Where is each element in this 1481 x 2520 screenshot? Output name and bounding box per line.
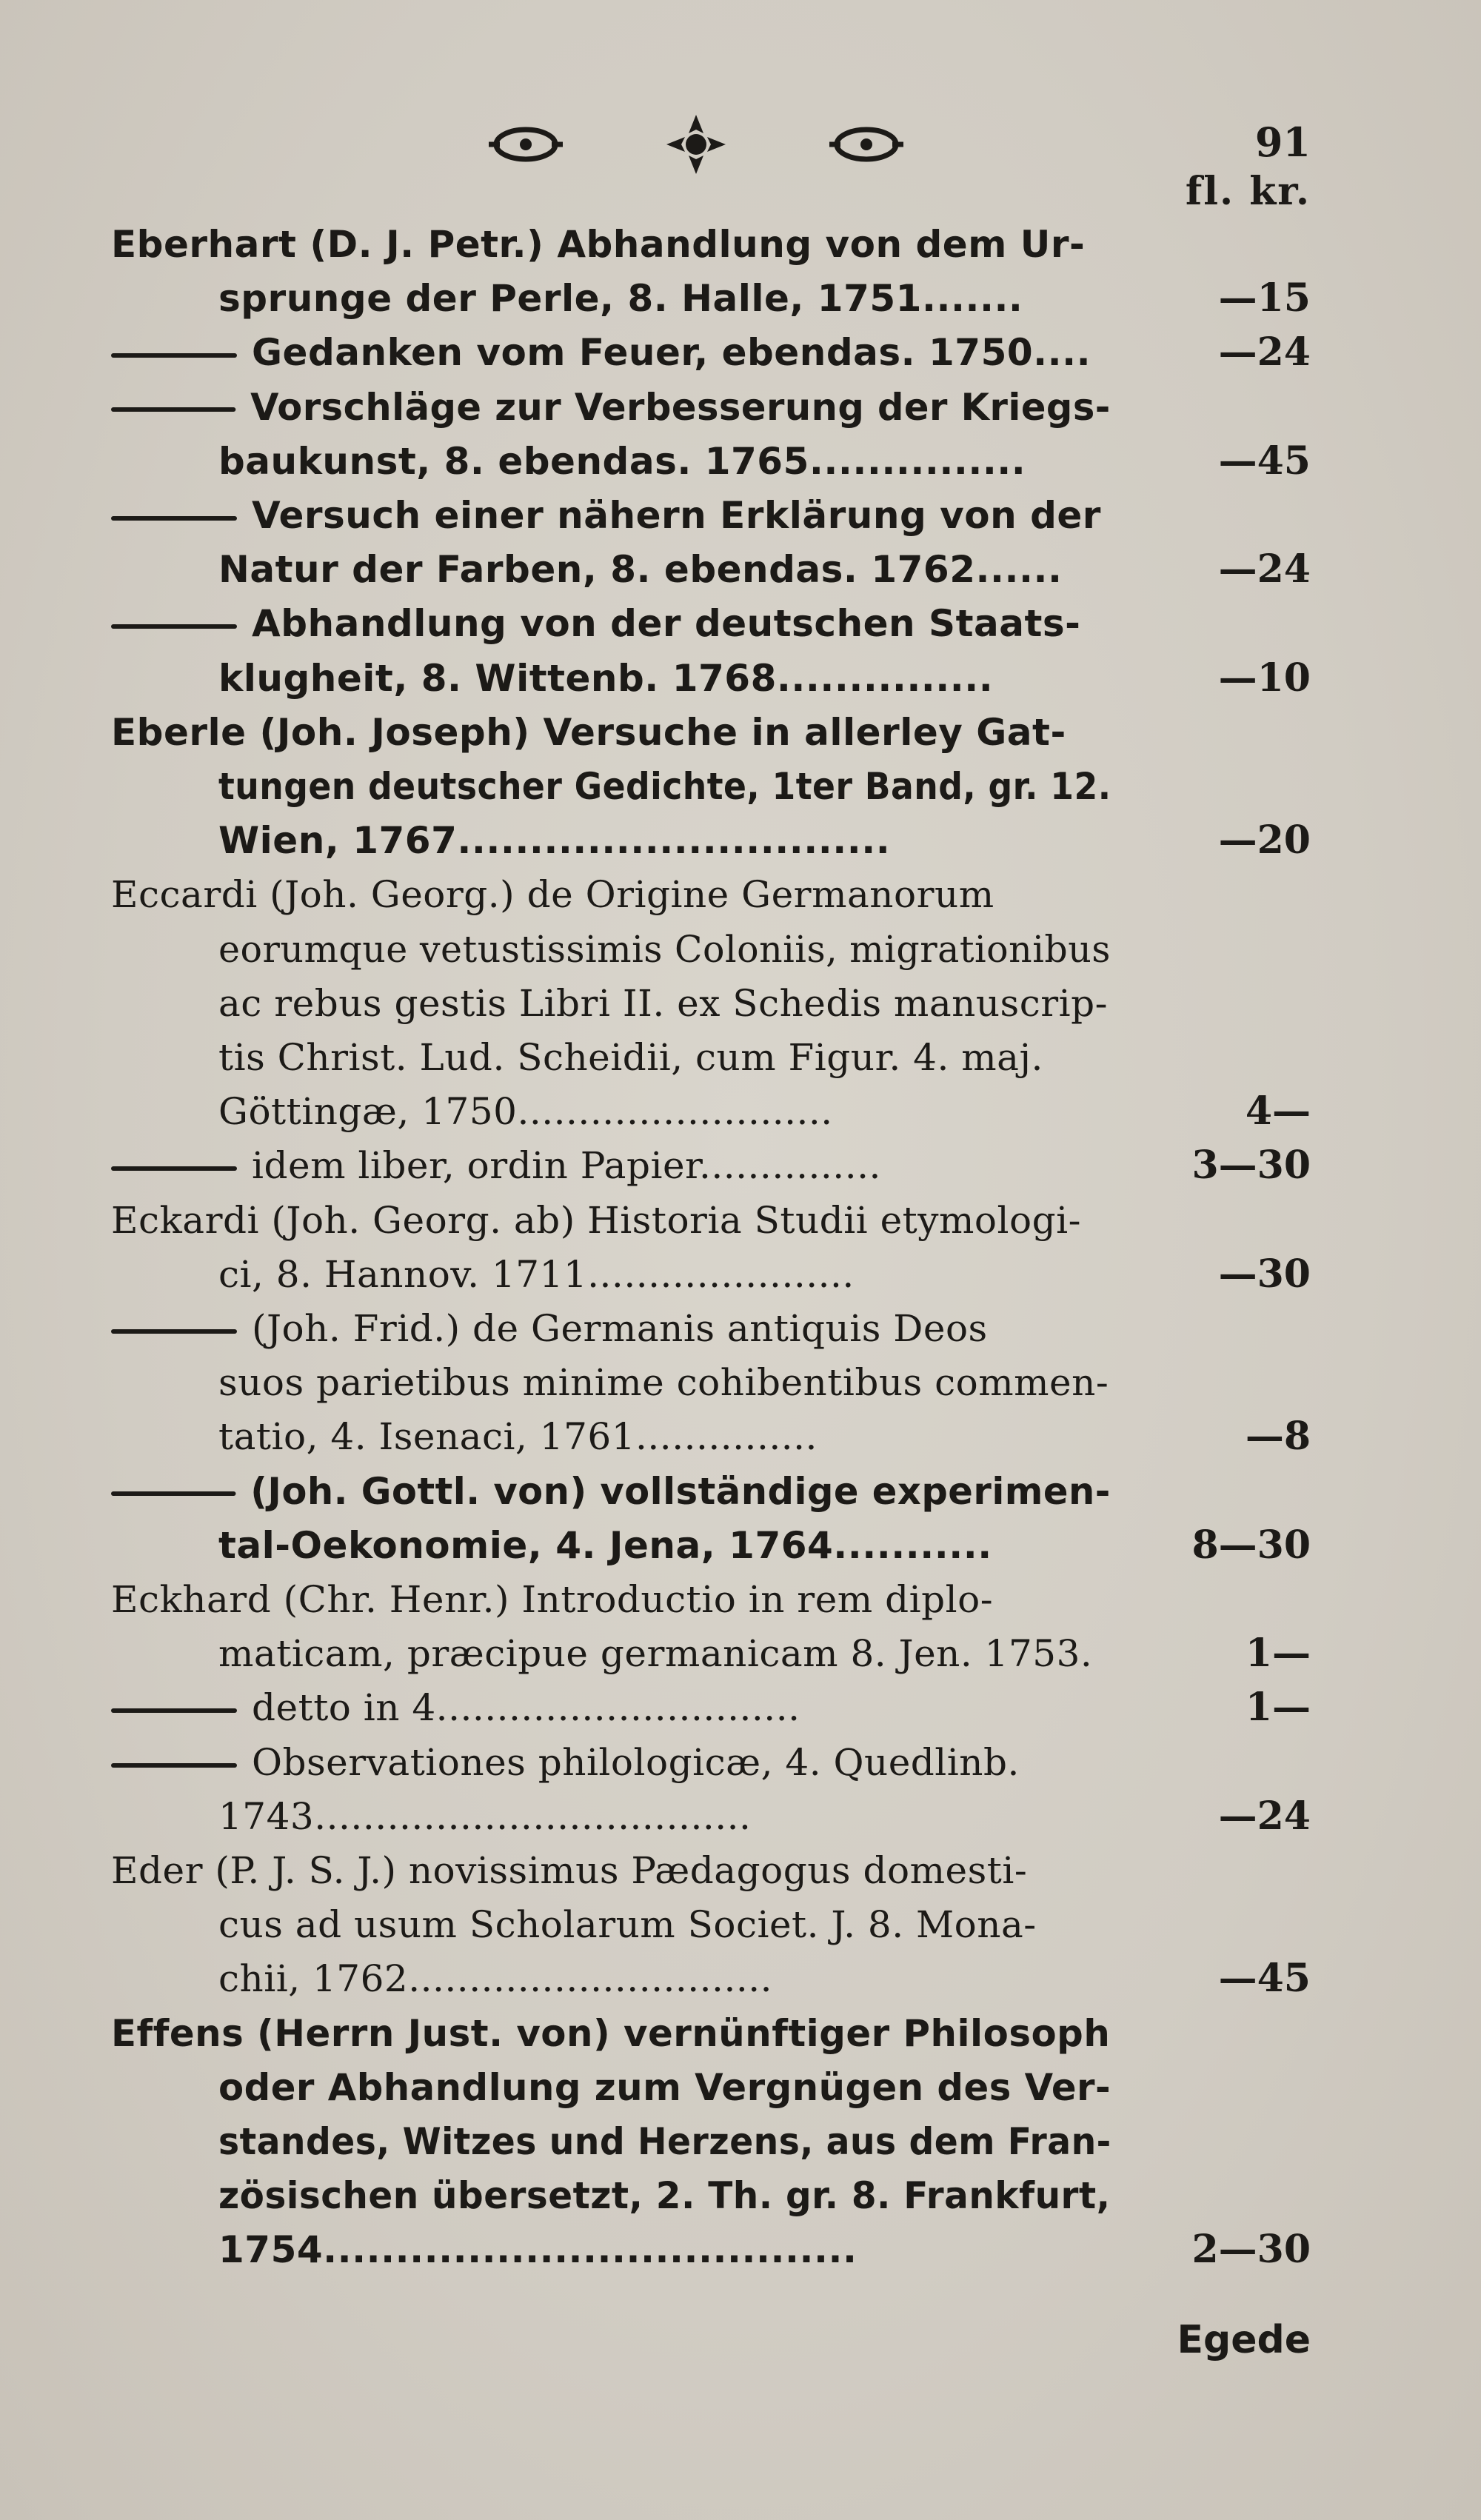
catalogue-line — [0, 1082, 1481, 1141]
entry-text — [218, 649, 993, 708]
entry-text-content: Eccardi (Joh. Georg.) de Origine Germanorum — [111, 873, 994, 917]
catalogue-line — [0, 594, 1481, 653]
entry-text-content: Vorschläge zur Verbesserung der Kriegs- — [250, 385, 1111, 429]
entry-text — [218, 1949, 772, 2008]
entry-price: —10 — [1218, 655, 1311, 701]
entry-text — [218, 1516, 992, 1575]
entry-text — [111, 1841, 1027, 1900]
catalogue-line — [0, 865, 1481, 924]
entry-price: —8 — [1245, 1414, 1311, 1460]
entry-price: —45 — [1218, 1956, 1311, 2002]
entry-text — [218, 757, 1111, 816]
catalogue-line — [0, 432, 1481, 491]
catalogue-line — [0, 649, 1481, 708]
entry-text-content: baukunst, 8. ebendas. 1765............... — [218, 439, 1026, 483]
ditto-dash — [111, 624, 237, 629]
entry-price: —24 — [1218, 547, 1311, 592]
entry-price: 1— — [1245, 1631, 1311, 1677]
entry-text-content: Eder (P. J. S. J.) novissimus Pædagogus domesti- — [111, 1849, 1028, 1892]
catalogue-line — [0, 1678, 1481, 1737]
entry-text-content: tungen deutscher Gedichte, 1ter Band, gr. 12. — [218, 765, 1111, 808]
entry-text-content: (Joh. Gottl. von) vollständige experimen- — [250, 1469, 1111, 1513]
entry-text — [218, 974, 1108, 1033]
entry-text-content: ci, 8. Hannov. 1711...................... — [218, 1252, 855, 1296]
entry-text — [218, 269, 1023, 328]
entry-text-content: Effens (Herrn Just. von) vernünftiger Philosoph — [111, 2011, 1111, 2055]
entry-text — [218, 1624, 1092, 1683]
entry-text — [218, 811, 890, 870]
entry-text-content: Versuch einer nähern Erklärung von der — [252, 494, 1101, 537]
catchword: Egede — [1177, 2318, 1311, 2362]
entry-text-content: tis Christ. Lud. Scheidii, cum Figur. 4. maj. — [218, 1036, 1043, 1079]
entry-text — [111, 1733, 1020, 1792]
ditto-dash — [111, 516, 237, 521]
entry-text-content: Eckardi (Joh. Georg. ab) Historia Studii etymologi- — [111, 1198, 1081, 1242]
entry-text-content: detto in 4.............................. — [252, 1686, 800, 1730]
page-number: 91 — [1254, 118, 1311, 166]
entry-text — [111, 2004, 1110, 2063]
entry-text-content: Eberle (Joh. Joseph) Versuche in allerley Gat- — [111, 710, 1066, 754]
catalogue-line — [0, 215, 1481, 274]
catalogue-line — [0, 540, 1481, 599]
entry-text-content: Natur der Farben, 8. ebendas. 1762...... — [218, 548, 1063, 592]
entry-text — [111, 865, 994, 924]
catalogue-line — [0, 703, 1481, 762]
entry-price: 8—30 — [1191, 1522, 1311, 1568]
entry-text — [111, 1462, 1111, 1521]
entry-text-content: klugheit, 8. Wittenb. 1768............... — [218, 656, 994, 700]
entry-price: —45 — [1218, 438, 1311, 484]
entry-text — [111, 1299, 988, 1358]
catalogue-line — [0, 2220, 1481, 2279]
entry-text — [111, 1678, 800, 1737]
entry-text — [218, 1245, 855, 1304]
catalogue-line — [0, 1136, 1481, 1195]
entry-text — [218, 1407, 818, 1466]
catalogue-line — [0, 1245, 1481, 1304]
ditto-dash — [111, 1708, 237, 1713]
entry-text — [111, 1570, 993, 1629]
entry-price: 2—30 — [1191, 2227, 1311, 2273]
catalogue-line — [0, 1624, 1481, 1683]
entry-text-content: zösischen übersetzt, 2. Th. gr. 8. Frankfurt, — [218, 2174, 1111, 2218]
entry-text — [218, 2220, 857, 2279]
entry-text — [218, 2166, 1110, 2225]
catalogue-line — [0, 1841, 1481, 1900]
entry-text-content: tatio, 4. Isenaci, 1761............... — [218, 1415, 818, 1459]
catalogue-line — [0, 269, 1481, 328]
entry-text — [111, 378, 1111, 437]
entry-text-content: ac rebus gestis Libri II. ex Schedis manuscrip- — [218, 981, 1108, 1025]
entry-text — [218, 2112, 1111, 2171]
entry-price: —30 — [1218, 1251, 1311, 1297]
catalogue-line — [0, 974, 1481, 1033]
catalogue-line — [0, 323, 1481, 382]
entry-text-content: Observationes philologicæ, 4. Quedlinb. — [252, 1740, 1020, 1784]
entry-text-content: chii, 1762.............................. — [218, 1957, 773, 2001]
printer-ornament-icon — [474, 104, 918, 185]
entry-text-content: standes, Witzes und Herzens, aus dem Fran- — [218, 2120, 1111, 2163]
entry-text — [218, 920, 1111, 979]
ditto-dash — [111, 353, 237, 358]
catalogue-line — [0, 486, 1481, 545]
catalogue-line — [0, 1407, 1481, 1466]
catalogue-line — [0, 920, 1481, 979]
entry-text — [218, 1895, 1037, 1954]
catalogue-line — [0, 1949, 1481, 2008]
entry-text-content: 1743.................................... — [218, 1794, 752, 1838]
entry-text-content: Abhandlung von der deutschen Staats- — [252, 602, 1081, 646]
catalogue-line — [0, 1299, 1481, 1358]
entry-text-content: suos parietibus minime cohibentibus commen- — [218, 1361, 1109, 1405]
entry-text-content: eorumque vetustissimis Coloniis, migrationibus — [218, 927, 1111, 971]
entry-price: —20 — [1218, 818, 1311, 863]
entry-text — [218, 2058, 1111, 2117]
ditto-dash — [111, 1763, 237, 1768]
entry-text-content: cus ad usum Scholarum Societ. J. 8. Mona- — [218, 1903, 1037, 1947]
catalogue-line — [0, 2004, 1481, 2063]
entry-text-content: sprunge der Perle, 8. Halle, 1751....... — [218, 277, 1023, 321]
entry-price: —15 — [1218, 275, 1311, 321]
entry-text-content: maticam, præcipue germanicam 8. Jen. 1753. — [218, 1632, 1093, 1676]
catalogue-line — [0, 1353, 1481, 1412]
entry-text — [218, 1353, 1109, 1412]
entry-text — [218, 432, 1026, 491]
catalogue-line — [0, 1570, 1481, 1629]
ditto-dash — [111, 1329, 237, 1334]
catalogue-line — [0, 1516, 1481, 1575]
entry-text-content: Wien, 1767.............................. — [218, 819, 891, 863]
entry-price: 4— — [1245, 1089, 1311, 1134]
catalogue-line — [0, 1191, 1481, 1250]
entry-text — [218, 1082, 833, 1141]
entry-text — [111, 323, 1091, 382]
catalogue-line — [0, 1733, 1481, 1792]
catalogue-line — [0, 1895, 1481, 1954]
catalogue-line — [0, 2166, 1481, 2225]
entry-text — [218, 1787, 751, 1846]
entry-text — [111, 215, 1085, 274]
entry-text — [111, 1136, 881, 1195]
catalogue-line — [0, 2112, 1481, 2171]
entry-price: —24 — [1218, 1793, 1311, 1839]
catalogue-line — [0, 811, 1481, 870]
entry-text — [218, 540, 1062, 599]
entry-text-content: Gedanken vom Feuer, ebendas. 1750.... — [252, 331, 1091, 375]
entry-text-content: (Joh. Frid.) de Germanis antiquis Deos — [252, 1307, 988, 1350]
catalogue-line — [0, 1462, 1481, 1521]
entry-text — [111, 486, 1101, 545]
entry-text-content: oder Abhandlung zum Vergnügen des Ver- — [218, 2065, 1111, 2109]
entry-text-content: 1754..................................... — [218, 2228, 857, 2272]
catalogue-line — [0, 1787, 1481, 1846]
ditto-dash — [111, 1491, 235, 1496]
entry-text — [111, 703, 1066, 762]
entry-price: 3—30 — [1191, 1143, 1311, 1189]
entry-text — [218, 1028, 1043, 1087]
entry-text — [111, 1191, 1081, 1250]
entry-text-content: idem liber, ordin Papier............... — [252, 1144, 881, 1188]
entry-text — [111, 594, 1080, 653]
entry-text-content: Eckhard (Chr. Henr.) Introductio in rem diplo- — [111, 1578, 994, 1621]
catalogue-line — [0, 1028, 1481, 1087]
entry-price: 1— — [1245, 1685, 1311, 1731]
entry-text-content: tal-Oekonomie, 4. Jena, 1764........... — [218, 1523, 992, 1567]
catalogue-line — [0, 378, 1481, 437]
entry-price: —24 — [1218, 330, 1311, 375]
catalogue-line — [0, 757, 1481, 816]
entry-text-content: Eberhart (D. J. Petr.) Abhandlung von dem Ur- — [111, 223, 1086, 266]
ditto-dash — [111, 407, 235, 412]
ditto-dash — [111, 1166, 237, 1171]
catalogue-line — [0, 2058, 1481, 2117]
entry-text-content: Göttingæ, 1750.......................... — [218, 1090, 833, 1134]
price-column-header: fl. kr. — [1185, 169, 1311, 214]
